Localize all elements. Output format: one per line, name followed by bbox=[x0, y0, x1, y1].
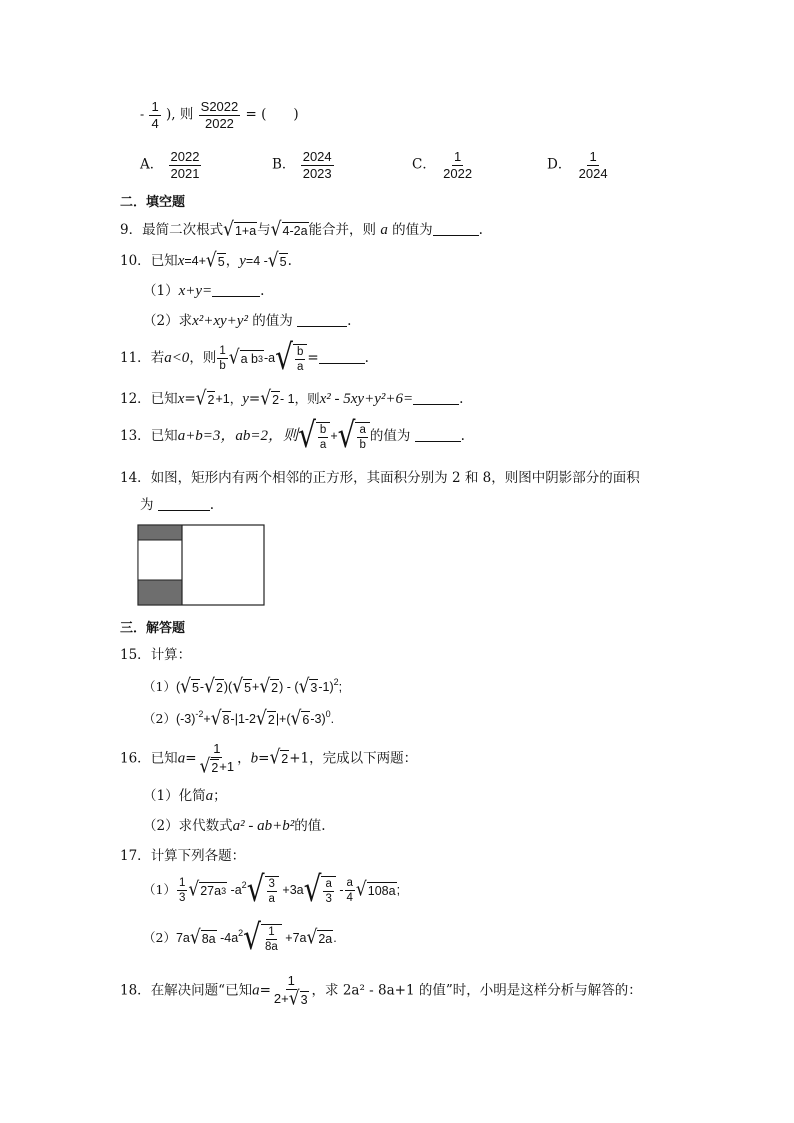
sqrt-5: √ 5 bbox=[267, 249, 287, 273]
question-10-part-2: （2）求x²+xy+y² 的值为 . bbox=[143, 313, 352, 329]
sqrt-ab3: √ a b 3 bbox=[228, 346, 263, 370]
question-15-part-1: （1）( √ 5 - √ 2 )( √ 5 + √ 2 ) - ( √ 3 -1)$^2$; bbox=[143, 675, 343, 699]
shaded-region-bottom bbox=[138, 580, 182, 605]
q8-option-d[interactable]: D． $\frac{1}{2024}$ bbox=[547, 149, 608, 181]
sqrt-2: √ 2 bbox=[260, 387, 280, 411]
question-14-line-2: 为 . bbox=[140, 497, 215, 513]
fraction-1-over-2-plus-sqrt3: 1 2+ √ 3 bbox=[273, 973, 308, 1011]
answer-blank[interactable] bbox=[413, 404, 459, 405]
sqrt-5: √ 5 bbox=[205, 249, 225, 273]
section-solve-heading: 三．解答题 bbox=[120, 621, 186, 636]
rectangle-with-squares-figure bbox=[137, 524, 265, 607]
q8-option-a[interactable]: A． $\frac{2022}{2021}$ bbox=[140, 149, 200, 181]
answer-blank[interactable] bbox=[297, 326, 347, 327]
sqrt-b-over-a: √ $\frac{b}{a}$ bbox=[298, 422, 330, 451]
question-14: 14．如图，矩形内有两个相邻的正方形，其面积分别为 2 和 8，则图中阴影部分的面积 bbox=[120, 470, 640, 486]
sqrt-2: √ 2 bbox=[269, 746, 289, 770]
fraction-s2022: $\frac{S2022}{2022}$ bbox=[200, 99, 239, 131]
question-16-part-2: （2）求代数式a² - ab+b²的值. bbox=[143, 818, 326, 834]
question-17: 17．计算下列各题： bbox=[120, 848, 246, 864]
answer-blank[interactable] bbox=[212, 296, 260, 297]
question-11: 11．若a<0，则 $\frac{1}{b}$ √ a b 3 -a √ $\frac{b}{a}$ = . bbox=[120, 336, 369, 378]
answer-blank[interactable] bbox=[433, 235, 479, 236]
fraction-1-4: $\frac{1}{4}$ bbox=[151, 99, 159, 131]
question-10: 10．已知x=4+ √ 5 ，y=4 - √ 5 . bbox=[120, 249, 292, 273]
question-17-part-2: （2）7a √ 8a $-4a^2$ √ $\frac{1}{8a}$ +7a √ 2a . bbox=[143, 916, 337, 958]
sqrt-2: √ 2 bbox=[195, 387, 215, 411]
question-9: 9．最简二次根式 √ 1+a 与 √ 4-2a 能合并，则 a 的值为 . bbox=[120, 218, 483, 242]
question-17-part-1: （1） $\frac{1}{3}$ √ 27a 3 $-a^2$ √ $\frac{3}{a}$ +3a √ $\frac{a}{3}$ - $\frac{a}{4}$ √ 108a ; bbox=[143, 868, 401, 910]
sqrt-4-minus-2a: √ 4-2a bbox=[270, 218, 308, 242]
neg-sign: - bbox=[140, 107, 145, 122]
fraction-1-over-sqrt2-plus-1: 1 √ 2 +1 bbox=[199, 741, 235, 779]
q8-eq: = ( ) bbox=[245, 106, 299, 123]
q8-text: ), 则 bbox=[166, 106, 194, 123]
fraction-1-b: $\frac{1}{b}$ bbox=[219, 345, 226, 373]
question-12: 12．已知x= √ 2 +1，y= √ 2 - 1，则x² - 5xy+y²+6= . bbox=[120, 387, 464, 411]
q8-tail bbox=[140, 100, 299, 130]
question-15: 15．计算： bbox=[120, 647, 192, 663]
section-fill-in-heading: 二．填空题 bbox=[120, 195, 186, 210]
question-15-part-2: $(2)(-3)^{-2}+$ √ 8 -|1-2 √ 2 |+( √ 6 -3)$^0$. bbox=[143, 707, 335, 731]
shaded-region-top bbox=[138, 525, 182, 540]
q8-option-b[interactable]: B． $\frac{2024}{2023}$ bbox=[272, 149, 332, 181]
answer-blank[interactable] bbox=[158, 510, 210, 511]
small-square bbox=[138, 540, 182, 580]
sqrt-1-plus-a: √ 1+a bbox=[223, 218, 257, 242]
question-13: 13．已知a+b=3，ab=2，则 √ $\frac{b}{a}$ + √ $\frac{a}{b}$ 的值为 . bbox=[120, 414, 465, 456]
question-16-part-1: （1）化简a； bbox=[143, 788, 227, 804]
answer-blank[interactable] bbox=[415, 441, 461, 442]
sqrt-a-over-b: √ $\frac{a}{b}$ bbox=[338, 422, 370, 451]
question-16: 16．已知a= 1 √ 2 +1 ，b= √ 2 +1，完成以下两题： bbox=[120, 741, 418, 779]
q8-option-c[interactable]: C． $\frac{1}{2022}$ bbox=[412, 149, 473, 181]
sqrt-b-over-a: √ $\frac{b}{a}$ bbox=[275, 344, 307, 373]
question-10-part-1: （1）x+y= . bbox=[143, 283, 265, 299]
answer-blank[interactable] bbox=[319, 363, 365, 364]
question-18: 18．在解决问题“已知a= 1 2+ √ 3 ，求 2a² - 8a+1 的值”时，小明是这样分析与解答的： bbox=[120, 973, 642, 1011]
